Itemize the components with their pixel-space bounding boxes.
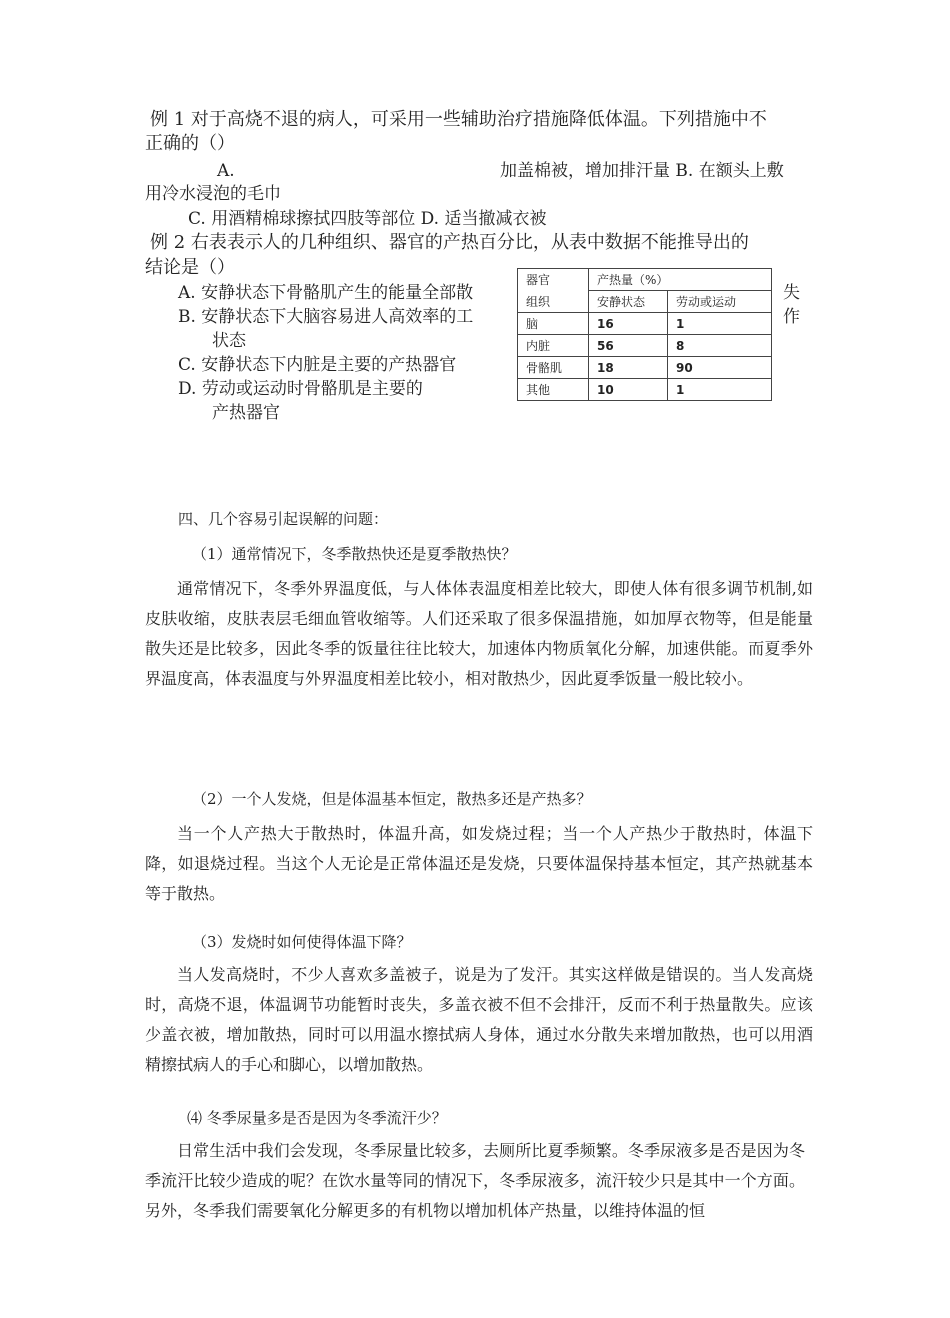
question-2: （2）一个人发烧，但是体温基本恒定，散热多还是产热多？ (192, 790, 592, 808)
table-row (518, 357, 772, 379)
answer-3: 当人发高烧时，不少人喜欢多盖被子，说是为了发汗。其实这样做是错误的。当人发高烧时，高烧不退，体温调节功能暂时丧失，多盖衣被不但不会排汗，反而不利于热量散失。应该少盖衣被，增加散热，同时可以用温水擦拭病人身体，通过水分散失来增加散热，也可以用酒精擦拭病人的手心和脚心，以增加散热。 (145, 965, 813, 1074)
question-4: ⑷ 冬季尿量多是否是因为冬季流汗少？ (187, 1109, 447, 1127)
ex1-option-a-label: A. (217, 161, 235, 181)
row-rest: 16 (589, 313, 668, 335)
ex2-option-a-tail1: 失 (783, 283, 800, 303)
ex1-line1: 例 1 对于高烧不退的病人，可采用一些辅助治疗措施降低体温。下列措施中不 (150, 109, 767, 130)
row-rest: 56 (589, 335, 668, 357)
row-work: 1 (668, 313, 772, 335)
ex1-line5: C. 用酒精棉球擦拭四肢等部位 D. 适当撤减衣被 (188, 209, 547, 229)
row-name: 内脏 (518, 335, 589, 357)
row-name: 脑 (518, 313, 589, 335)
ex2-option-a: A. 安静状态下骨骼肌产生的能量全部散 (178, 283, 474, 303)
header-work: 劳动或运动 (668, 291, 772, 313)
row-work: 8 (668, 335, 772, 357)
table-row (518, 313, 772, 335)
row-work: 1 (668, 379, 772, 401)
header-organ: 器官 (518, 269, 589, 291)
ex2-line2: 结论是（） (145, 257, 235, 278)
ex2-option-b-line1: B. 安静状态下大脑容易进人高效率的工 (178, 307, 474, 327)
answer-4: 日常生活中我们会发现，冬季尿量比较多，去厕所比夏季频繁。冬季尿液多是否是因为冬季流汗比较少造成的呢？在饮水量等同的情况下，冬季尿液多，流汗较少只是其中一个方面。另外，冬季我们需要氧化分解更多的有机物以增加机体产热量，以维持体温的恒 (145, 1141, 805, 1220)
ex2-option-d-line1: D. 劳动或运动时骨骼肌是主要的 (178, 379, 423, 399)
ex2-option-c: C. 安静状态下内脏是主要的产热器官 (178, 355, 457, 375)
row-rest: 18 (589, 357, 668, 379)
table-row (518, 335, 772, 357)
table-row (518, 379, 772, 401)
ex2-option-a-tail2: 作 (783, 307, 800, 327)
ex1-line2: 正确的（） (145, 133, 235, 154)
row-name: 骨骼肌 (518, 357, 589, 379)
question-1: （1）通常情况下，冬季散热快还是夏季散热快？ (192, 545, 517, 563)
table-subheader-row (518, 291, 772, 313)
answer-1: 通常情况下，冬季外界温度低，与人体体表温度相差比较大，即使人体有很多调节机制,如皮肤收缩，皮肤表层毛细血管收缩等。人们还采取了很多保温措施，如加厚衣物等，但是能量散失还是比较多，因此冬季的饭量往往比较大，加速体内物质氧化分解，加速供能。而夏季外界温度高，体表温度与外界温度相差比较小，相对散热少，因此夏季饭量一般比较小。 (145, 579, 813, 688)
answer-2: 当一个人产热大于散热时，体温升高，如发烧过程；当一个人产热少于散热时，体温下降，如退烧过程。当这个人无论是正常体温还是发烧，只要体温保持基本恒定，其产热就基本等于散热。 (145, 824, 813, 903)
header-rest: 安静状态 (589, 291, 668, 313)
ex2-line1: 例 2 右表表示人的几种组织、器官的产热百分比，从表中数据不能推导出的 (150, 232, 749, 253)
row-name: 其他 (518, 379, 589, 401)
heat-production-table (517, 268, 772, 401)
table-header-row (518, 269, 772, 291)
ex2-option-d-line2: 产热器官 (212, 403, 280, 423)
ex2-option-b-line2: 状态 (212, 331, 246, 351)
row-rest: 10 (589, 379, 668, 401)
row-work: 90 (668, 357, 772, 379)
header-tissue: 组织 (518, 291, 589, 313)
ex1-option-a-text: 加盖棉被，增加排汗量 B. 在额头上敷 (500, 161, 784, 181)
section-heading: 四、几个容易引起误解的问题： (178, 510, 389, 528)
ex1-line4: 用冷水浸泡的毛巾 (145, 184, 281, 204)
header-heat: 产热量（%） (589, 269, 772, 291)
question-3: （3）发烧时如何使得体温下降？ (192, 933, 412, 951)
